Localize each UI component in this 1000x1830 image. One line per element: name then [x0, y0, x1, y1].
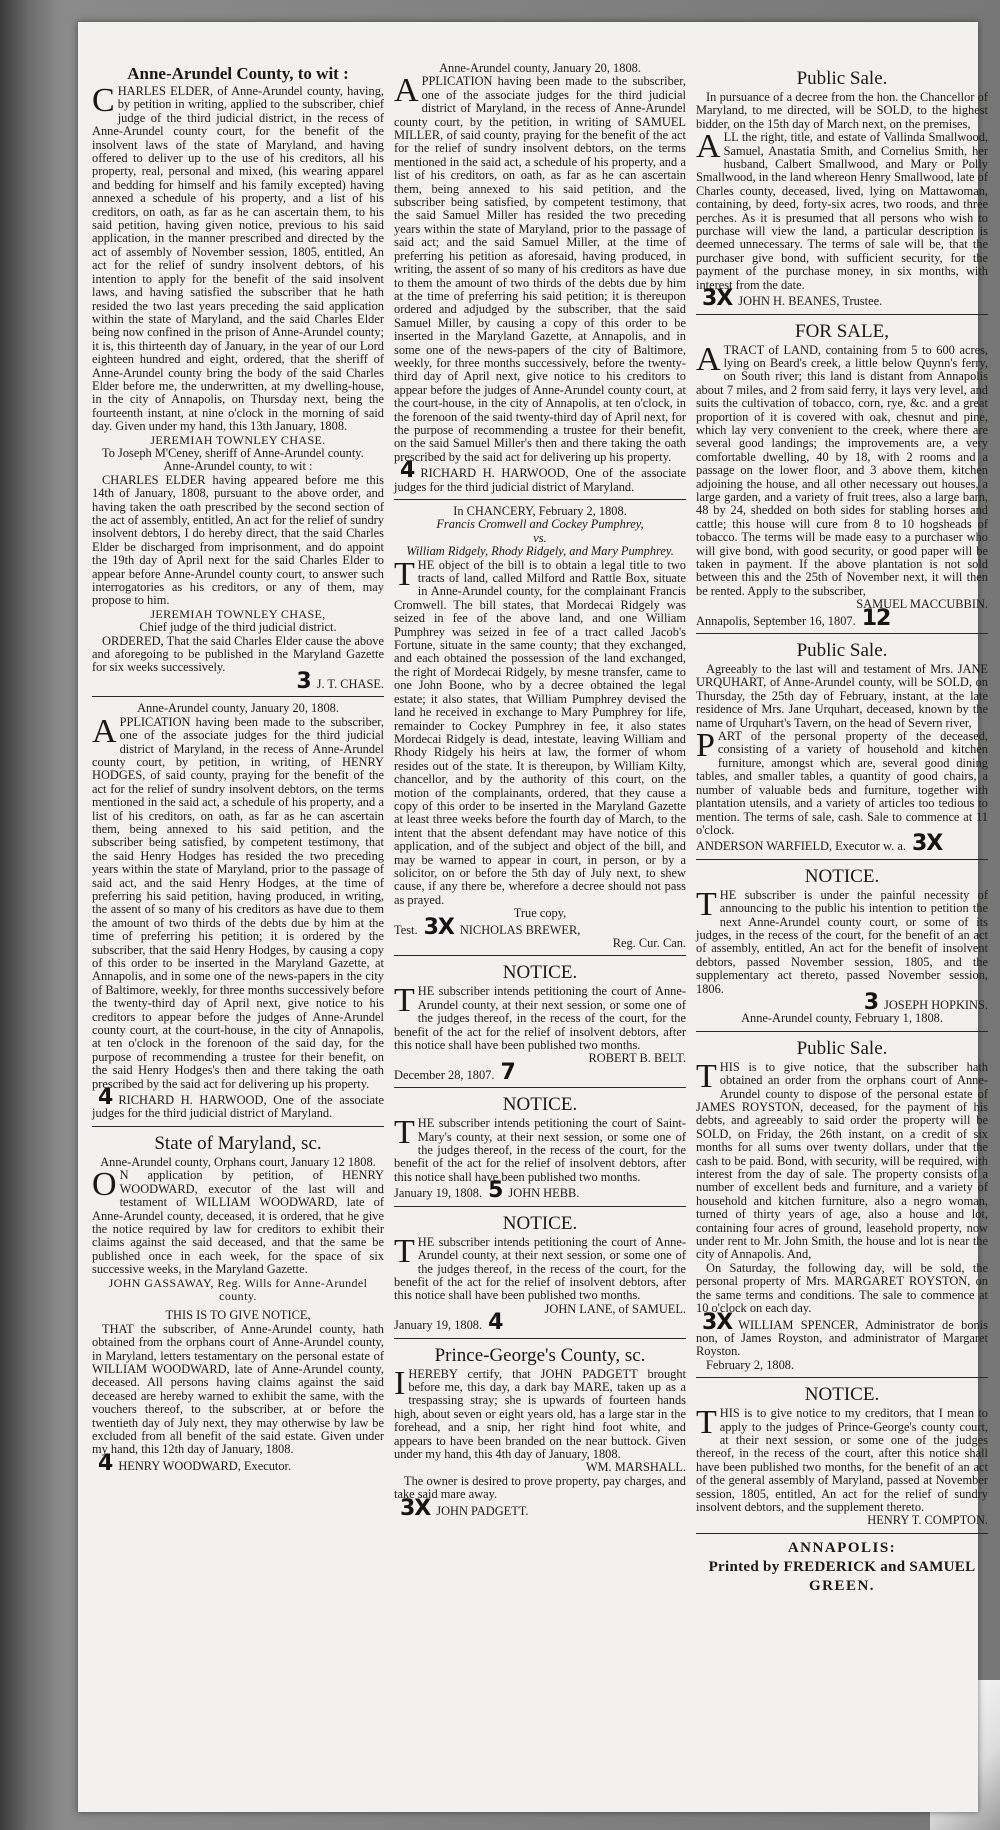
- notice-line: The owner is desired to prove property, pay charges, and take said mare away.: [394, 1473, 686, 1502]
- signature-block: ANDERSON WARFIELD, Executor w. a. 3X: [696, 831, 943, 857]
- notice-body: THIS is to give notice, that the subscriber hath obtained an order from the orphans court of Anne-Arundel county to dispose of the personal estate of JAMES ROYSTON, deceased, for the payment of his debts, and agreeably to said order the property will be SOLD, on Friday, the 26th instant, on a credit of six months for all sums over twenty dollars, under that the cash to be paid. Bond, with security, will be required, with interest from the day of sale. The property consists of a number of excellent beds and furniture, and a variety of household and kitchen furniture, also a negro woman, turned of thirty years of age, also a house and lot, containing four acres of ground, leasehold property, now under rent to Mr. John Smith, the house and lot is near the city of Annapolis. And,: [696, 1057, 988, 1262]
- heading: Public Sale.: [796, 1037, 888, 1059]
- column-3: [696, 62, 988, 1596]
- true-copy: True copy,: [513, 906, 567, 921]
- handwritten-mark: 3: [296, 668, 311, 694]
- notice-heading: In CHANCERY, February 2, 1808.: [453, 504, 627, 518]
- signature: JOHN LANE, of SAMUEL.: [544, 1301, 686, 1316]
- column-2: [394, 61, 686, 1521]
- signature-title: Chief judge of the third judicial district.: [139, 620, 337, 635]
- divider: [394, 1087, 686, 1088]
- divider: [92, 1126, 384, 1127]
- notice-heading: Anne-Arundel county, to wit :: [163, 459, 313, 474]
- imprint-printer: Printed by FREDERICK and SAMUEL: [708, 1558, 976, 1575]
- heading: Public Sale.: [796, 68, 888, 89]
- drop-cap: P: [696, 727, 715, 765]
- signature-block: 4 HENRY WOODWARD, Executor.: [98, 1450, 292, 1476]
- heading: NOTICE.: [502, 1094, 578, 1116]
- signature: JEREMIAH TOWNLEY CHASE.: [150, 432, 326, 447]
- signature-block: 3X JOHN H. BEANES, Trustee.: [702, 286, 883, 312]
- handwritten-mark: 4: [400, 458, 415, 484]
- notice-body: On Saturday, the following day, will be sold, the personal property of Mrs. MARGARET ROYSTON, on the same terms and conditions. The sale to commence at 10 o'clock on each day.: [696, 1260, 988, 1316]
- handwritten-mark: 3X: [911, 831, 943, 857]
- drop-cap: C: [92, 82, 115, 119]
- drop-cap: T: [394, 1232, 415, 1270]
- imprint-printer-2: GREEN.: [808, 1577, 876, 1594]
- notice-body: CHARLES ELDER having appeared before me this 14th of January, 1808, pursuant to the above order, and having taken the oath prescribed by the second section of the act of assembly, entitled, An act for the relief of sundry insolvent debtors, I do hereby direct, that the said Charles Elder be discharged from imprisonment, and do appoint the 19th day of April next for the said Charles Elder to appear before Anne-Arundel county court, to answer such interrogatories as his creditors, or any of them, may propose to him.: [92, 472, 384, 608]
- divider: [696, 1533, 988, 1534]
- date-line: Anne-Arundel county, February 1, 1808.: [741, 1011, 943, 1026]
- drop-cap: T: [394, 982, 415, 1020]
- dateline: Anne-Arundel county, January 20, 1808.: [439, 61, 641, 75]
- drop-cap: T: [696, 1404, 717, 1442]
- notice-body: THAT the subscriber, of Anne-Arundel county, hath obtained from the orphans court of Anne-Arundel county, in Maryland, letters testamentary on the personal estate of WILLIAM WOODWARD, late of Anne-Arundel county, deceased. All persons having claims against the said deceased are hereby warned to exhibit the same, with the vouchers thereof, to the subscriber, at or before the twentieth day of July next, they may otherwise by law be excluded from all benefit of the said estate. Given under my hand, this 12th day of January, 1808.: [92, 1321, 384, 1457]
- heading: NOTICE.: [804, 1384, 880, 1406]
- handwritten-mark: 3X: [702, 286, 733, 312]
- case-versus: vs.: [533, 530, 547, 545]
- drop-cap: A: [696, 340, 721, 378]
- date-line: February 2, 1808.: [706, 1357, 795, 1372]
- notice-body: O N application by petition, of HENRY WOODWARD, executor of the last will and testament of WILLIAM WOODWARD, late of Anne-Arundel county, deceased, it is ordered, that he give the notice required by law for creditors to exhibit their claims against the said deceased, and that the same be published once in each week, for the space of six successive weeks, in the Maryland Gazette.: [92, 1166, 384, 1277]
- handwritten-mark: 7: [500, 1059, 515, 1085]
- divider: [696, 1031, 988, 1032]
- notice-body: ORDERED, That the said Charles Elder cause the above and aforegoing to be published in the Maryland Gazette for six weeks successively.: [92, 633, 384, 675]
- heading: Anne-Arundel County, to wit :: [127, 64, 349, 83]
- drop-cap: O: [92, 1166, 117, 1204]
- signature-block: 3X WILLIAM SPENCER, Administrator de bonis non, of James Royston, and administrator of Margaret Royston.: [696, 1309, 988, 1359]
- handwritten-mark: 3X: [400, 1495, 431, 1521]
- divider: [394, 1206, 686, 1207]
- drop-cap: I: [394, 1364, 406, 1402]
- notice-body: PART of the personal property of the deceased, consisting of a variety of household and kitchen furniture, amongst which are, several good dining tables, and smaller tables, a quantity of good chairs, a number of valuable beds and furniture, together with plantation utensils, and a variety of articles too tedious to mention. The terms of sale, cash. Sale to commence at 11 o'clock.: [696, 727, 988, 837]
- drop-cap: T: [394, 1114, 415, 1152]
- divider: [696, 633, 988, 634]
- drop-cap: T: [696, 885, 717, 923]
- dateline: Anne-Arundel county, January 20, 1808.: [137, 701, 339, 716]
- handwritten-mark: 3X: [702, 1309, 733, 1335]
- notice-body: ALL the right, title, and estate of Vallinda Smallwood, Samuel, Anastatia Smith, and Cornelius Smith, her husband, Calbert Smallwood, and Mary or Polly Smallwood, in the land whereon Henry Smallwood, late of Charles county, deceased, lived, lying on Mattawoman, containing, by deed, forty-six acres, two roods, and three perches. As it is presumed that all persons who wish to purchase will view the land, a particular description is deemed unnecessary. The terms of sale will be, that the purchaser give bond, with sufficient security, for the payment of the purchase money, in six months, with interest from the date.: [696, 128, 988, 292]
- heading: NOTICE.: [804, 865, 880, 887]
- divider: [696, 1377, 988, 1378]
- handwritten-mark: 3: [863, 989, 879, 1015]
- signature: HENRY T. COMPTON.: [867, 1513, 988, 1528]
- signature-block: 3X JOHN PADGETT.: [400, 1495, 529, 1521]
- divider: [394, 1338, 686, 1339]
- notice-body: ATRACT of LAND, containing from 5 to 600 acres, lying on Beard's creek, a little below Quynn's ferry, on South river; this land is distant from Annapolis about 7 miles, and 2 from said ferry, it lays very level, and suits the cultivation of tobacco, corn, rye, &c. and a great proportion of it is covered with oak, chesnut and pine, which lay very convenient to the creek, where there are several good landings; the improvements are, a very comfortable dwelling, 40 by 18, with 2 rooms and a passage on the lower floor, and 3 above them, kitchen adjoining the house, and all other necessary out houses, a large garden, and a variety of fruit trees, also a large barn, 48 by 24, shedded on both sides for stabling horses and cattle; this house will cure from 8 to 10 hogsheads of tobacco. The terms will be made easy to a purchaser who will give bond, with good security, or good paper will be taken in payment. If the above plantation is not sold between this and the 25th of November next, it will then be rented. Apply to the subscriber,: [696, 340, 988, 598]
- divider: [394, 955, 686, 956]
- divider: [696, 859, 988, 860]
- divider: [394, 499, 686, 500]
- signature-block: Test. 3X NICHOLAS BREWER,: [394, 914, 581, 940]
- drop-cap: T: [394, 555, 415, 593]
- signature: WM. MARSHALL.: [585, 1460, 686, 1475]
- signature: ROBERT B. BELT.: [588, 1051, 686, 1066]
- notice-line: To Joseph M'Ceney, sheriff of Anne-Arundel county.: [102, 445, 364, 460]
- heading: Prince-George's County, sc.: [434, 1344, 646, 1366]
- handwritten-mark: 4: [488, 1310, 503, 1336]
- heading: Public Sale.: [796, 640, 888, 662]
- column-1: [92, 62, 385, 1476]
- date-line: December 28, 1807. 7: [394, 1059, 515, 1085]
- drop-cap: A: [92, 712, 117, 750]
- signature: 3 J. T. CHASE.: [296, 668, 384, 694]
- case-party: William Ridgely, Rhody Ridgely, and Mary Pumphrey.: [406, 544, 674, 559]
- signature-title: Reg. Cur. Can.: [612, 936, 686, 950]
- newspaper-page: [78, 22, 988, 1812]
- divider: [92, 696, 384, 697]
- heading: NOTICE.: [502, 962, 578, 984]
- notice-body: THE object of the bill is to obtain a legal title to two tracts of land, called Milford and Rattle Box, situate in Anne-Arundel county, for the complainant Francis Cromwell. The bill states, that Mordecai Ridgely was seized in fee of the above land, and one William Pumphrey was seized in fee of a tract called Jacob's Fortune, situate in the same county; that they exchanged, and each obtained the possession of the land exchanged, the right of Mordecai Ridgely, by mesne transfer, came to one John Boone, who by a decree obtained the legal estate; it also states, that William Pumphrey devised the land he received in exchange to Mary Pumphrey for life, remainder to Cockey Pumphrey in fee, it also states Mordecai Ridgely is dead, intestate, leaving William and Rhody Ridgely his heirs at law, the former of whom resides out of the state. It is thereupon, by William Kilty, chancellor, and by the authority of this court, on the motion of the complainants, ordered, that they cause a copy of this order to be inserted in the Maryland Gazette at least three weeks before the fourth day of March, to the intent that the absent defendant may have notice of this application, and of the subject and object of the bill, and may be warned to appear in court, in person, or by a solicitor, on or before the 5th day of July next, to shew cause, if any there be, wherefore a decree should not pass as prayed.: [394, 555, 686, 907]
- signature-block: 3 JOSEPH HOPKINS.: [863, 989, 988, 1015]
- handwritten-mark: 12: [861, 605, 891, 631]
- heading: FOR SALE,: [795, 320, 889, 342]
- notice-body: THIS is to give notice to my creditors, that I mean to apply to the judges of Prince-George's county court, at their next session, or some one of the judges thereof, in the recess of the court, after this notice shall have been published two months, for the benefit of an act of the general assembly of Maryland, passed at November session, 1805, entitled, An act for the relief of sundry insolvent debtors, and the supplement thereto.: [696, 1404, 988, 1514]
- handwritten-mark: 4: [98, 1450, 113, 1476]
- signature-block: 4 RICHARD H. HARWOOD, One of the associate judges for the third judicial district of Maryland.: [92, 1085, 384, 1121]
- date-line: Annapolis, September 16, 1807. 12: [696, 605, 891, 631]
- handwritten-mark: 3X: [423, 914, 454, 940]
- date-line: January 19, 1808. 4: [394, 1310, 503, 1336]
- notice-body: IHEREBY certify, that JOHN PADGETT brought before me, this day, a dark bay MARE, taken up as a trespassing stray; she is upwards of fourteen hands high, about seven or eight years old, has a large star in the forehead, and a snip, her right hind foot white, and appears to have been branded on the near buttock. Given under my hand, this 4th day of January, 1808.: [394, 1364, 686, 1461]
- notice-body: THE subscriber intends petitioning the court of Saint-Mary's county, at their next session, or some one of the judges thereof, in the recess of the court, for the benefit of the act for the relief of insolvent debtors, after this notice shall have been published two months.: [394, 1114, 686, 1184]
- case-party: Francis Cromwell and Cockey Pumphrey,: [436, 517, 644, 532]
- signature-block: 4 RICHARD H. HARWOOD, One of the associate judges for the third judicial district of Maryland.: [394, 458, 686, 494]
- notice-body: APPLICATION having been made to the subscriber, one of the associate judges for the third judicial district of Maryland, in the recess of Anne-Arundel county court, by petition, in writing, of HENRY HODGES, of said county, praying for the benefit of the act for the relief of sundry insolvent debtors, on the terms mentioned in the said act, a schedule of his property, and a list of his creditors, on oath, as far as he can ascertain them, being annexed to his said petition, and the subscriber being satisfied, by competent testimony, that the said Henry Hodges has resided the two preceding years within the state of Maryland, prior to the passage of said act, and the said Henry Hodges, at the time of preferring his said petition, having produced, in writing, the assent of so many of his creditors as have due to them the amount of two thirds of the debts due by him at the time of preferring his petition; it is ordered by the subscriber, that the said Henry Hodges, by causing a copy of this order to be inserted in the Maryland Gazette, at Annapolis, and in some one of the news-papers in the city of Baltimore, weekly, for three months successively before the twenty-third day of April next, give notice to his creditors to appear before the judges of Anne-Arundel county court, at the court-house, in the city of Annapolis, at ten o'clock in the forenoon of the said day, for the purpose of recommending a trustee for their benefit, on the said Henry Hodges's then and there taking the oath prescribed by the said act for delivering up his property.: [92, 712, 385, 1091]
- notice-body: APPLICATION having been made to the subscriber, one of the associate judges for the third judicial district of Maryland, in the recess of Anne-Arundel county court, by the petition, in writing of SAMUEL MILLER, of said county, praying for the benefit of the act for the relief of sundry insolvent debtors, on the terms mentioned in the said act, a schedule of his property, and a list of his creditors, on oath, as far as he can ascertain them, being annexed to his said petition, and the subscriber being satisfied, by competent testimony, that the said Samuel Miller has resided the two preceding years within the state of Maryland, prior to the passage of said act; and the said Samuel Miller, at the time of preferring his petition as aforesaid, having produced, in writing, the assent of so many of his creditors as have due to them the amount of two thirds of the debts due by him at the time of preferring his said petition; it is thereupon ordered and adjudged by the subscriber, that the said Samuel Miller, by causing a copy of this order to be inserted in the Maryland Gazette, at Annapolis, and in some one of the news-papers of the city of Baltimore, weekly, for three months successively, before the twenty-third day of April next, give notice to his creditors to appear before the judges of Anne-Arundel county court, at the court-house, in the city of Annapolis, at ten o'clock, in the forenoon of the said twenty-third day of April next, for the purpose of recommending a trustee for their benefit, on the said Samuel Miller's then and there taking the oath prescribed by the said act for delivering up his property.: [394, 72, 686, 464]
- divider: [696, 314, 988, 315]
- notice-body: CHARLES ELDER, of Anne-Arundel county, having, by petition in writing, applied to the subscriber, chief judge of the third judicial district, in the recess of Anne-Arundel county court, for the benefit of the insolvent laws of the state of Maryland, and having offered to deliver up to the use of his creditors, all his property, real, personal and mixed, (his wearing apparel and bedding for himself and his family excepted) having annexed a schedule of his property, and a list of his creditors, on oath, as far as he can ascertain them, to his said petition, having given notice, previous to his said application, in the manner prescribed and directed by the act of assembly of November session, 1805, entitled, An act for the relief of sundry insolvent debtors, of his intention to apply for the benefit of the said insolvent laws, and having satisfied the subscriber that he hath resided the two last years preceding the said application within the state of Maryland, and the said Charles Elder being now confined in the prison of Anne-Arundel county; it is, this thirteenth day of January, in the year of our Lord eighteen hundred and eight, ordered, that the sheriff of Anne-Arundel county bring the body of the said Charles Elder before me, the underwritten, at my dwelling-house, in the city of Annapolis, on Thursday next, being the fourteenth instant, at nine o'clock in the morning of said day. Given under my hand, this 13th January, 1808.: [92, 82, 384, 434]
- signature: JEREMIAH TOWNLEY CHASE,: [150, 606, 326, 621]
- heading: NOTICE.: [502, 1212, 578, 1234]
- heading: State of Maryland, sc.: [154, 1132, 322, 1154]
- notice-body: THE subscriber intends petitioning the court of Anne-Arundel county, at their next session, or some one of the judges thereof, in the recess of the court, for the benefit of the act for the relief of insolvent debtors, after this notice shall have been published two months.: [394, 982, 686, 1053]
- handwritten-mark: 5: [488, 1178, 503, 1204]
- drop-cap: T: [696, 1057, 717, 1095]
- notice-heading: THIS IS TO GIVE NOTICE,: [165, 1308, 311, 1323]
- imprint-city: ANNAPOLIS:: [787, 1539, 897, 1556]
- notice-body: THE subscriber is under the painful necessity of announcing to the public his intention to petition the next Anne-Arundel county court, or some of its judges, in the recess of the court, for the benefit of an act of assembly, entitled, An act for the benefit of insolvent debtors, passed November session, 1805, and the supplementary act thereto, passed November session, 1806.: [696, 885, 988, 996]
- notice-intro: Agreeably to the last will and testament of Mrs. JANE URQUHART, of Anne-Arundel county, will be SOLD, on Thursday, the 25th day of February, instant, at the late residence of Mrs. Jane Urquhart, deceased, known by the name of Urquhart's Tavern, on the head of Severn river,: [696, 662, 988, 730]
- signature: JOHN GASSAWAY, Reg. Wills for Anne-Arundel county.: [108, 1275, 368, 1303]
- dateline: Anne-Arundel county, Orphans court, January 12 1808.: [100, 1154, 376, 1169]
- notice-body: THE subscriber intends petitioning the court of Anne-Arundel county, at their next session, or some one of the judges thereof, in the recess of the court, for the benefit of the act for the relief of insolvent debtors, after this notice shall have been published two months.: [394, 1232, 686, 1303]
- drop-cap: A: [696, 128, 721, 166]
- date-line: January 19, 1808. 5 JOHN HEBB.: [394, 1178, 580, 1204]
- signature: SAMUEL MACCUBBIN.: [856, 597, 988, 612]
- drop-cap: A: [394, 72, 419, 110]
- handwritten-mark: 4: [98, 1085, 113, 1111]
- notice-intro: In pursuance of a decree from the hon. the Chancellor of Maryland, to me directed, will be SOLD, to the highest bidder, on the 15th day of March next, on the premises,: [696, 90, 988, 131]
